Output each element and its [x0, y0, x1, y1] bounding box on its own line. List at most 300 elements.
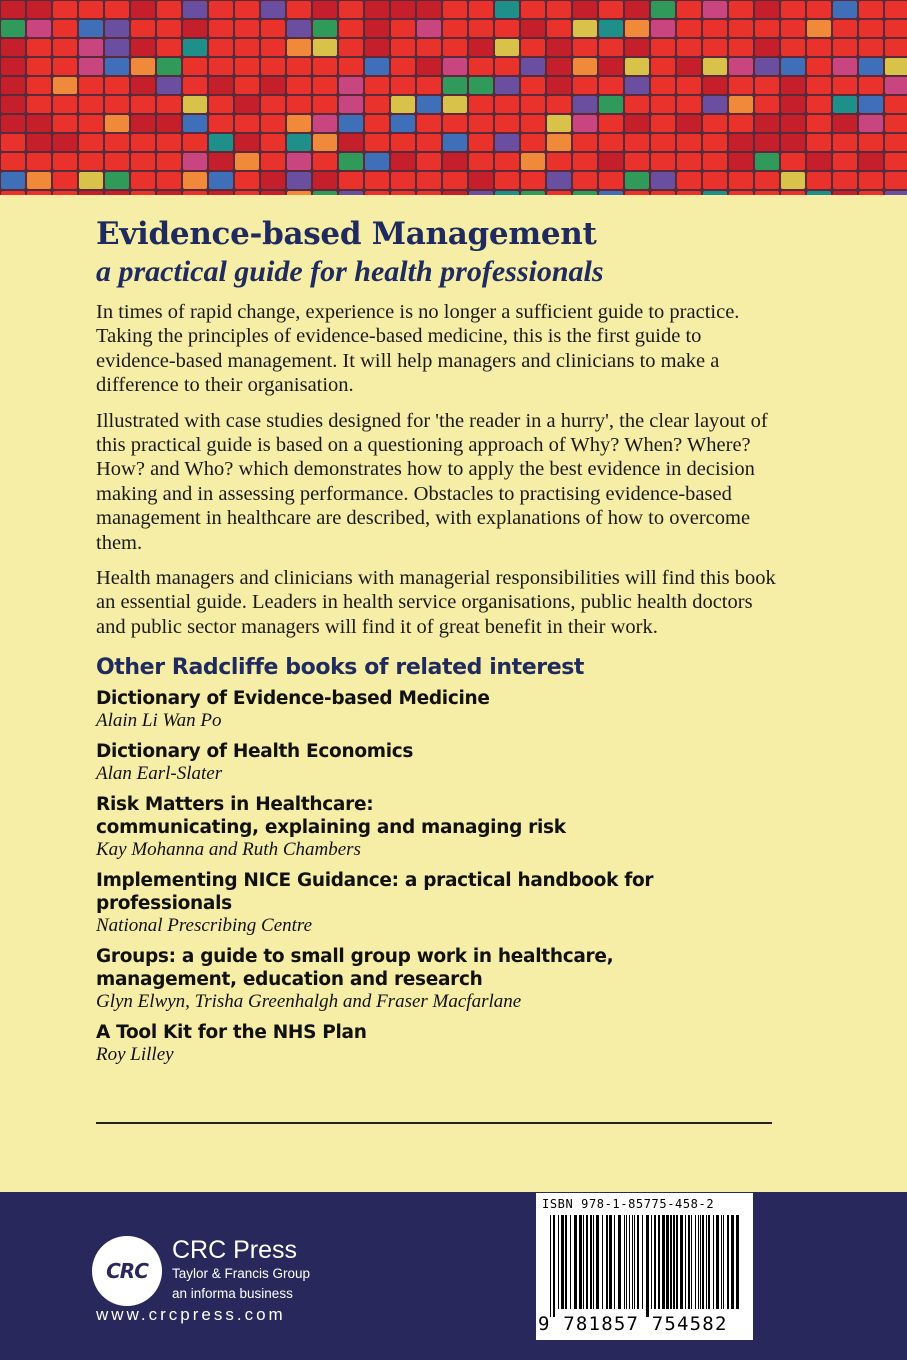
mosaic-tile	[651, 191, 675, 195]
mosaic-tile	[391, 58, 415, 75]
mosaic-tile	[755, 39, 779, 56]
mosaic-tile	[859, 77, 883, 94]
related-book	[96, 793, 786, 860]
related-book-title: Groups: a guide to small group work in healthcare, management, education and research	[96, 946, 614, 991]
mosaic-tile	[833, 172, 857, 189]
mosaic-tile	[495, 134, 519, 151]
barcode-bar	[637, 1215, 639, 1309]
mosaic-tile	[417, 134, 441, 151]
mosaic-tile	[339, 20, 363, 37]
mosaic-tile	[157, 77, 181, 94]
mosaic-tile	[391, 1, 415, 18]
mosaic-tile	[53, 115, 77, 132]
barcode-bar	[642, 1215, 643, 1309]
mosaic-tile	[287, 39, 311, 56]
related-book	[96, 687, 786, 731]
mosaic-tile	[209, 134, 233, 151]
related-book-author: Kay Mohanna and Ruth Chambers	[96, 839, 361, 861]
mosaic-tile	[313, 96, 337, 113]
mosaic-tile	[209, 1, 233, 18]
mosaic-tile	[1, 153, 25, 170]
mosaic-tile	[443, 20, 467, 37]
mosaic-tile	[183, 77, 207, 94]
mosaic-tile	[885, 191, 907, 195]
mosaic-tile	[131, 153, 155, 170]
mosaic-tile	[105, 134, 129, 151]
mosaic-tile	[443, 96, 467, 113]
barcode-bar	[700, 1215, 701, 1309]
mosaic-tile	[131, 115, 155, 132]
mosaic-tile	[599, 172, 623, 189]
mosaic-tile	[755, 58, 779, 75]
mosaic-tile	[365, 20, 389, 37]
mosaic-tile	[703, 77, 727, 94]
mosaic-tile	[1, 39, 25, 56]
mosaic-tile	[677, 115, 701, 132]
mosaic-tile	[105, 39, 129, 56]
mosaic-tile	[261, 1, 285, 18]
mosaic-tile	[651, 96, 675, 113]
mosaic-tile	[287, 96, 311, 113]
mosaic-tile	[261, 77, 285, 94]
mosaic-tile	[547, 39, 571, 56]
mosaic-tile	[417, 58, 441, 75]
mosaic-tile	[625, 115, 649, 132]
blurb-paragraph: In times of rapid change, experience is no longer a sufficient guide to practice. Taking the principles of evidence-based medicine, this is the first guide to evidence-based management. It will help managers and clinicians to make a difference to their organisation.	[96, 301, 740, 397]
mosaic-tile	[365, 77, 389, 94]
mosaic-tile	[833, 96, 857, 113]
barcode-bar	[716, 1215, 719, 1309]
mosaic-tile	[495, 58, 519, 75]
mosaic-tile	[287, 115, 311, 132]
mosaic-tile	[885, 1, 907, 18]
mosaic-tile	[781, 77, 805, 94]
mosaic-tile	[469, 172, 493, 189]
mosaic-tile	[235, 191, 259, 195]
barcode-digits: 9 781857 754582	[538, 1313, 728, 1335]
mosaic-tile	[79, 20, 103, 37]
mosaic-tile	[521, 134, 545, 151]
mosaic-tile	[27, 191, 51, 195]
mosaic-tile	[313, 39, 337, 56]
mosaic-tile	[131, 191, 155, 195]
mosaic-tile	[209, 115, 233, 132]
mosaic-tile	[651, 77, 675, 94]
mosaic-tile	[729, 115, 753, 132]
mosaic-tile	[703, 1, 727, 18]
mosaic-tile	[53, 172, 77, 189]
mosaic-tile	[131, 77, 155, 94]
mosaic-tile	[651, 115, 675, 132]
mosaic-tile	[573, 153, 597, 170]
mosaic-tile	[235, 58, 259, 75]
mosaic-tile	[599, 58, 623, 75]
mosaic-tile	[547, 191, 571, 195]
mosaic-tile	[573, 134, 597, 151]
mosaic-tile	[391, 134, 415, 151]
barcode-bar	[731, 1215, 734, 1309]
mosaic-tile	[651, 58, 675, 75]
mosaic-tile	[729, 134, 753, 151]
mosaic-tile	[365, 58, 389, 75]
mosaic-tile	[105, 1, 129, 18]
mosaic-tile	[287, 58, 311, 75]
mosaic-tile	[547, 1, 571, 18]
mosaic-tile	[625, 58, 649, 75]
mosaic-tile	[235, 96, 259, 113]
mosaic-tile	[677, 1, 701, 18]
barcode-bar	[727, 1215, 729, 1309]
mosaic-tile	[859, 172, 883, 189]
mosaic-tile	[885, 20, 907, 37]
mosaic-tile	[183, 115, 207, 132]
mosaic-tile	[495, 115, 519, 132]
mosaic-tile	[599, 39, 623, 56]
mosaic-tile	[339, 191, 363, 195]
related-book-author: Alain Li Wan Po	[96, 710, 222, 732]
mosaic-tile	[313, 77, 337, 94]
mosaic-tile	[677, 134, 701, 151]
mosaic-tile	[495, 153, 519, 170]
barcode-bar	[596, 1215, 599, 1309]
mosaic-tile	[417, 115, 441, 132]
mosaic-tile	[599, 20, 623, 37]
barcode-bar	[688, 1215, 690, 1309]
mosaic-tile	[677, 172, 701, 189]
mosaic-tile	[859, 58, 883, 75]
mosaic-tile	[339, 134, 363, 151]
mosaic-tile	[157, 115, 181, 132]
mosaic-tile	[105, 77, 129, 94]
mosaic-tile	[157, 96, 181, 113]
mosaic-tile	[547, 77, 571, 94]
mosaic-tile	[27, 115, 51, 132]
mosaic-tile	[521, 172, 545, 189]
barcode-bar	[606, 1215, 608, 1309]
mosaic-tile	[131, 39, 155, 56]
mosaic-tile	[833, 39, 857, 56]
mosaic-tile	[625, 191, 649, 195]
mosaic-tile	[261, 172, 285, 189]
mosaic-tile	[859, 39, 883, 56]
mosaic-tile	[131, 96, 155, 113]
mosaic-tile	[1, 20, 25, 37]
mosaic-tile	[53, 77, 77, 94]
mosaic-tile	[183, 191, 207, 195]
mosaic-tile	[183, 172, 207, 189]
mosaic-tile	[651, 20, 675, 37]
barcode-bar	[626, 1215, 627, 1309]
barcode-panel	[536, 1193, 753, 1340]
barcode-bar	[673, 1215, 675, 1309]
mosaic-tile	[521, 1, 545, 18]
mosaic-tile	[703, 20, 727, 37]
mosaic-tile	[677, 39, 701, 56]
barcode-bar	[634, 1215, 635, 1309]
related-book	[96, 1021, 786, 1065]
mosaic-tile	[209, 58, 233, 75]
mosaic-tile	[547, 153, 571, 170]
mosaic-tile	[53, 1, 77, 18]
mosaic-tile	[495, 172, 519, 189]
mosaic-tile	[521, 96, 545, 113]
related-books-heading: Other Radcliffe books of related interest	[96, 655, 585, 681]
mosaic-tile	[365, 153, 389, 170]
mosaic-tile	[391, 96, 415, 113]
mosaic-tile	[885, 96, 907, 113]
mosaic-tile	[755, 96, 779, 113]
mosaic-tile	[729, 39, 753, 56]
mosaic-tile	[53, 191, 77, 195]
barcode-bar	[695, 1215, 696, 1309]
mosaic-tile	[287, 77, 311, 94]
mosaic-tile	[105, 115, 129, 132]
barcode-bar	[666, 1215, 669, 1309]
mosaic-tile	[53, 134, 77, 151]
mosaic-tile	[859, 115, 883, 132]
barcode-bar	[691, 1215, 692, 1309]
mosaic-tile	[781, 39, 805, 56]
mosaic-tile	[79, 134, 103, 151]
mosaic-tile	[339, 1, 363, 18]
mosaic-tile	[261, 191, 285, 195]
mosaic-tile	[443, 172, 467, 189]
mosaic-tile	[131, 134, 155, 151]
mosaic-tile	[781, 20, 805, 37]
mosaic-tile	[781, 191, 805, 195]
barcode-bar	[553, 1215, 555, 1317]
mosaic-tile	[521, 191, 545, 195]
mosaic-tile	[833, 134, 857, 151]
mosaic-tile	[183, 96, 207, 113]
mosaic-tile	[105, 96, 129, 113]
mosaic-tile	[599, 77, 623, 94]
mosaic-tile	[599, 115, 623, 132]
mosaic-tile	[573, 172, 597, 189]
mosaic-tile	[339, 39, 363, 56]
mosaic-tile	[651, 172, 675, 189]
mosaic-tile	[391, 20, 415, 37]
mosaic-tile	[443, 153, 467, 170]
mosaic-tile	[53, 39, 77, 56]
mosaic-tile	[703, 39, 727, 56]
barcode-bar	[685, 1215, 686, 1309]
related-book-title: Risk Matters in Healthcare: communicating, explaining and managing risk	[96, 794, 566, 839]
mosaic-tile	[105, 153, 129, 170]
mosaic-tile	[209, 39, 233, 56]
mosaic-tile	[807, 20, 831, 37]
mosaic-tile	[183, 1, 207, 18]
mosaic-tile	[729, 96, 753, 113]
mosaic-tile	[729, 172, 753, 189]
barcode-bar	[723, 1215, 724, 1309]
related-book-author: Glyn Elwyn, Trisha Greenhalgh and Fraser Macfarlane	[96, 991, 522, 1013]
mosaic-tile	[807, 191, 831, 195]
mosaic-tile	[443, 77, 467, 94]
mosaic-tile	[417, 1, 441, 18]
mosaic-tile	[651, 39, 675, 56]
mosaic-tile	[235, 1, 259, 18]
mosaic-tile	[1, 77, 25, 94]
barcode-bar	[736, 1215, 739, 1309]
mosaic-tile	[885, 77, 907, 94]
mosaic-tile	[105, 58, 129, 75]
mosaic-tile	[781, 115, 805, 132]
barcode-bar	[550, 1215, 551, 1317]
mosaic-tile	[859, 153, 883, 170]
mosaic-tile	[521, 77, 545, 94]
mosaic-tile	[573, 115, 597, 132]
mosaic-tile	[157, 134, 181, 151]
mosaic-tile	[729, 77, 753, 94]
barcode-bar	[680, 1215, 683, 1309]
mosaic-tile	[547, 96, 571, 113]
mosaic-tile	[703, 115, 727, 132]
mosaic-tile	[573, 96, 597, 113]
mosaic-tile	[79, 39, 103, 56]
mosaic-tile	[521, 20, 545, 37]
related-book-title: Dictionary of Health Economics	[96, 741, 414, 763]
publisher-business: an informa business	[172, 1286, 293, 1301]
mosaic-tile	[521, 39, 545, 56]
mosaic-tile	[625, 153, 649, 170]
mosaic-tile	[79, 96, 103, 113]
mosaic-tile	[131, 20, 155, 37]
mosaic-tile	[521, 153, 545, 170]
mosaic-tile	[469, 1, 493, 18]
mosaic-tile	[807, 134, 831, 151]
mosaic-tile	[625, 96, 649, 113]
mosaic-tile	[807, 96, 831, 113]
mosaic-tile	[339, 96, 363, 113]
mosaic-tile	[573, 191, 597, 195]
barcode-bar	[583, 1215, 584, 1309]
mosaic-tile	[391, 77, 415, 94]
mosaic-tile	[313, 153, 337, 170]
mosaic-tile	[885, 134, 907, 151]
mosaic-tile	[1, 191, 25, 195]
mosaic-tile	[339, 77, 363, 94]
mosaic-tile	[1, 96, 25, 113]
mosaic-tile	[391, 115, 415, 132]
mosaic-tile	[547, 115, 571, 132]
mosaic-tile	[703, 134, 727, 151]
mosaic-tile	[469, 58, 493, 75]
mosaic-tile	[625, 172, 649, 189]
related-book	[96, 945, 786, 1012]
mosaic-tile	[261, 115, 285, 132]
mosaic-tile	[443, 58, 467, 75]
mosaic-tile	[781, 172, 805, 189]
crc-logo-text: CRC	[106, 1259, 148, 1283]
mosaic-tile	[391, 172, 415, 189]
mosaic-tile	[235, 39, 259, 56]
barcode-bar	[618, 1215, 621, 1309]
mosaic-tile	[235, 172, 259, 189]
mosaic-tile	[651, 1, 675, 18]
back-cover-text	[96, 214, 786, 1074]
mosaic-tile	[209, 153, 233, 170]
mosaic-tile	[885, 115, 907, 132]
barcode-bar	[662, 1215, 665, 1309]
mosaic-tile	[729, 153, 753, 170]
mosaic-tile	[1, 1, 25, 18]
mosaic-tile	[27, 77, 51, 94]
mosaic-tile	[1, 172, 25, 189]
mosaic-tile	[339, 58, 363, 75]
mosaic-tile	[573, 77, 597, 94]
mosaic-tile	[599, 153, 623, 170]
mosaic-tile	[261, 39, 285, 56]
mosaic-tile	[105, 20, 129, 37]
mosaic-tile	[885, 172, 907, 189]
mosaic-tile	[443, 1, 467, 18]
mosaic-tile	[625, 1, 649, 18]
mosaic-tile	[573, 39, 597, 56]
mosaic-tile	[105, 191, 129, 195]
mosaic-tile	[755, 77, 779, 94]
mosaic-tile	[859, 191, 883, 195]
mosaic-tile	[781, 134, 805, 151]
mosaic-tile	[365, 39, 389, 56]
mosaic-tile	[79, 77, 103, 94]
mosaic-tile	[287, 134, 311, 151]
mosaic-tile	[703, 58, 727, 75]
mosaic-tile	[365, 96, 389, 113]
mosaic-tile	[599, 96, 623, 113]
mosaic-tile	[105, 172, 129, 189]
mosaic-tile	[1, 134, 25, 151]
mosaic-tile	[79, 153, 103, 170]
mosaic-tile	[313, 1, 337, 18]
mosaic-tile	[885, 153, 907, 170]
mosaic-tile	[469, 153, 493, 170]
publisher-url: www.crcpress.com	[96, 1305, 286, 1324]
barcode-bar	[579, 1215, 582, 1309]
mosaic-tile	[391, 39, 415, 56]
mosaic-tile	[365, 115, 389, 132]
mosaic-tile	[235, 115, 259, 132]
mosaic-tile	[53, 58, 77, 75]
mosaic-tile	[729, 1, 753, 18]
mosaic-tile	[677, 96, 701, 113]
related-book-title: A Tool Kit for the NHS Plan	[96, 1022, 367, 1044]
mosaic-tile	[183, 20, 207, 37]
related-book-title: Dictionary of Evidence-based Medicine	[96, 688, 490, 710]
mosaic-tile	[521, 115, 545, 132]
mosaic-tile	[261, 134, 285, 151]
mosaic-tile	[27, 172, 51, 189]
mosaic-tile	[313, 115, 337, 132]
mosaic-tile	[53, 96, 77, 113]
mosaic-tile	[703, 191, 727, 195]
mosaic-tile	[469, 39, 493, 56]
mosaic-tile	[859, 1, 883, 18]
mosaic-tile	[469, 191, 493, 195]
mosaic-tile	[703, 96, 727, 113]
mosaic-tile	[183, 134, 207, 151]
cover-mosaic-image	[0, 0, 907, 195]
mosaic-tile	[261, 153, 285, 170]
barcode-bar	[676, 1215, 678, 1309]
mosaic-tile	[209, 172, 233, 189]
mosaic-tile	[625, 134, 649, 151]
barcode-bar	[670, 1215, 672, 1309]
mosaic-tile	[469, 77, 493, 94]
publisher-name: CRC Press	[172, 1236, 298, 1264]
mosaic-tile	[1, 58, 25, 75]
mosaic-tile	[261, 96, 285, 113]
